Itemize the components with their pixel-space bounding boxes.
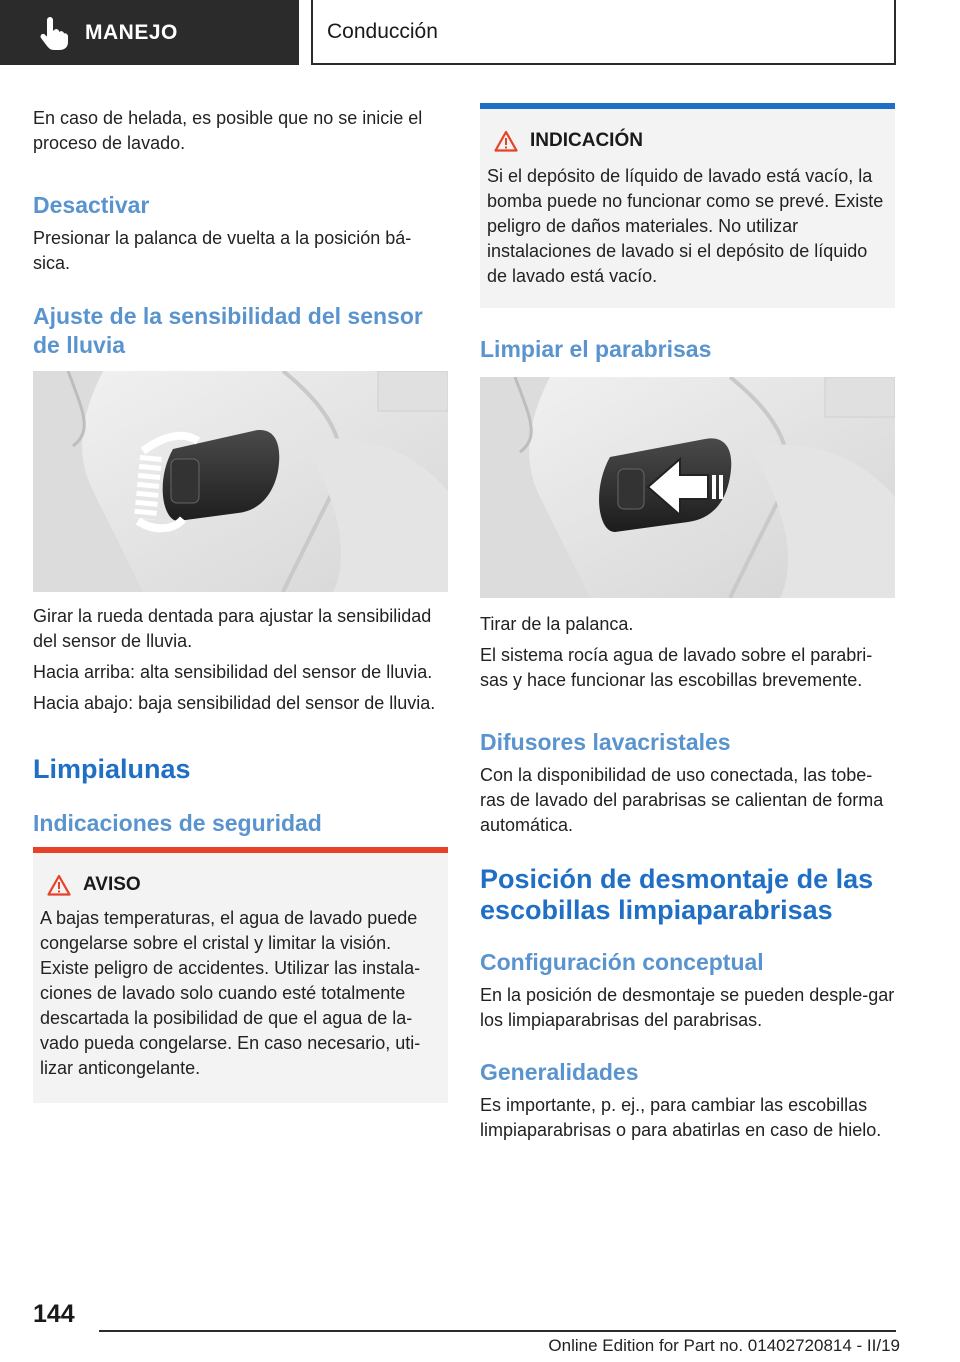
notice-title: INDICACIÓN: [530, 130, 643, 151]
section-tab: [0, 0, 299, 65]
paragraph-tirar: Tirar de la palanca.: [480, 614, 634, 634]
heading-indicaciones-seguridad: Indicaciones de seguridad: [33, 810, 322, 836]
lever-pull-illustration: [480, 377, 895, 598]
footer-edition: Online Edition for Part no. 01402720814 - II/19: [548, 1336, 900, 1355]
warning-box: [33, 847, 448, 1103]
warning-triangle-icon: [47, 874, 71, 896]
heading-desactivar: Desactivar: [33, 192, 150, 218]
paragraph-arriba: Hacia arriba: alta sensibilidad del sensor de lluvia.: [33, 662, 433, 682]
warning-bar: [33, 847, 448, 853]
heading-generalidades: Generalidades: [480, 1059, 639, 1085]
notice-bar: [480, 103, 895, 109]
warning-text: A bajas temperaturas, el agua de lavado puede congelarse sobre el cristal y limitar la visión. Existe peligro de accidentes. Utilizar las instala-ciones de lavado solo cuando esté totalmente descartada la posibilidad de que el agua de la-vado pueda congelarse. En caso necesario, uti-lizar anticongelante.: [40, 908, 421, 1078]
paragraph-generalidades: Es importante, p. ej., para cambiar las escobillas limpiaparabrisas o para abatirlas en caso de hielo.: [480, 1095, 882, 1140]
heading-difusores: Difusores lavacristales: [480, 729, 731, 755]
figure-rain-sensor-wheel: [33, 371, 448, 592]
heading-configuracion: Configuración conceptual: [480, 949, 764, 975]
notice-heading: [494, 130, 643, 152]
paragraph-difusores: Con la disponibilidad de uso conectada, las tobe-ras de lavado del parabrisas se calientan de forma automática.: [480, 765, 884, 835]
hand-pointer-icon: [37, 16, 71, 50]
paragraph-helada: En caso de helada, es posible que no se inicie el proceso de lavado.: [33, 108, 423, 153]
heading-limpialunas: Limpialunas: [33, 754, 191, 784]
paragraph-configuracion: En la posición de desmontaje se pueden desple-gar los limpiaparabrisas del parabrisas.: [480, 985, 895, 1030]
warning-triangle-icon: [494, 130, 518, 152]
heading-limpiar-parabrisas: Limpiar el parabrisas: [480, 336, 712, 362]
paragraph-abajo: Hacia abajo: baja sensibilidad del sensor de lluvia.: [33, 693, 436, 713]
notice-text: Si el depósito de líquido de lavado está vacío, la bomba puede no funcionar como se prevé. Existe peligro de daños materiales. No utilizar instalaciones de lavado si el depósito de líquido de lavado está vacío.: [487, 166, 884, 286]
section-title: MANEJO: [85, 20, 178, 44]
heading-posicion-desmontaje: Posición de desmontaje de las escobillas limpiaparabrisas: [480, 864, 874, 925]
paragraph-girar: Girar la rueda dentada para ajustar la sensibilidad del sensor de lluvia.: [33, 606, 432, 651]
paragraph-sistema: El sistema rocía agua de lavado sobre el parabri-sas y hace funcionar las escobillas brevemente.: [480, 645, 873, 690]
figure-pull-lever: [480, 377, 895, 598]
chapter-title: Conducción: [311, 0, 896, 65]
notice-box: [480, 103, 895, 308]
paragraph-desactivar: Presionar la palanca de vuelta a la posición bá-sica.: [33, 228, 412, 273]
heading-ajuste-sensor: Ajuste de la sensibilidad del sensor de lluvia: [33, 303, 423, 358]
lever-wheel-illustration: [33, 371, 448, 592]
warning-heading: [47, 874, 141, 896]
warning-title: AVISO: [83, 874, 141, 895]
page-number: 144: [33, 1300, 75, 1328]
footer-divider: [99, 1330, 896, 1332]
